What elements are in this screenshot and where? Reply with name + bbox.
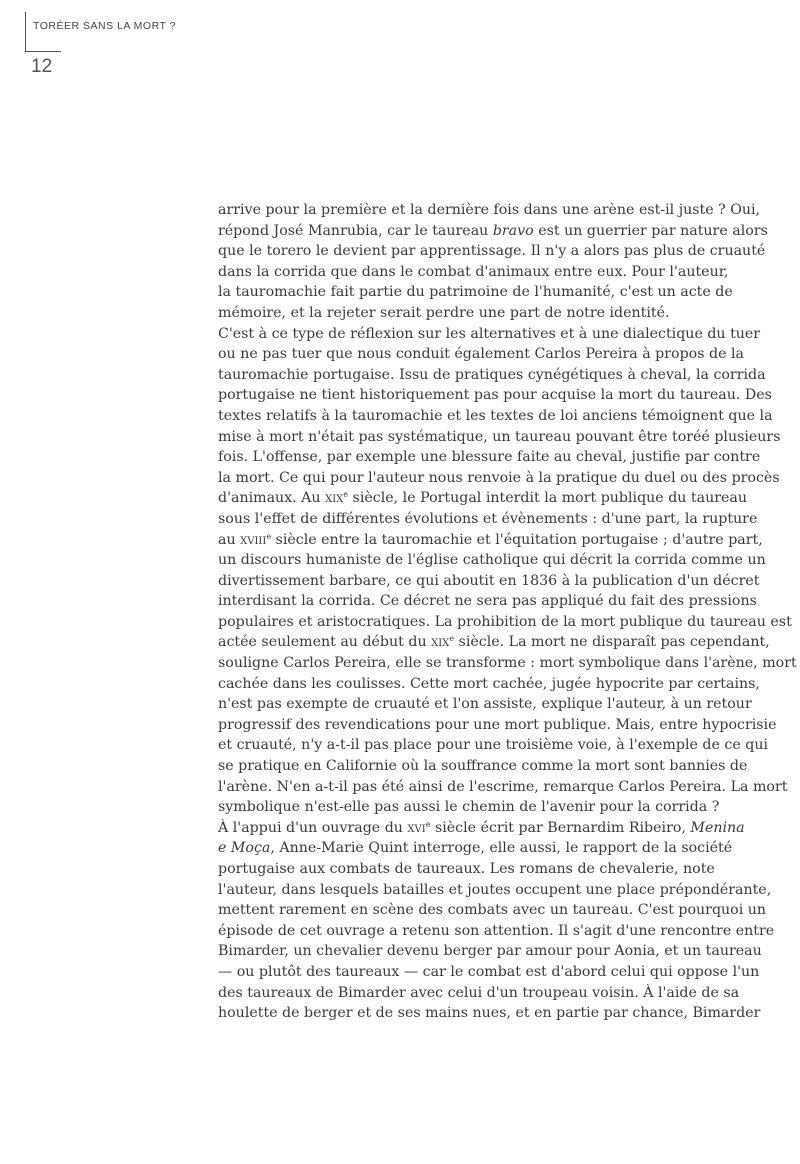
text-line: épisode de cet ouvrage a retenu son attention. Il s'agit d'une rencontre entre	[218, 922, 775, 939]
text-line: mémoire, et la rejeter serait perdre une part de notre identité.	[218, 304, 670, 321]
header-rule-vertical	[25, 12, 26, 52]
text-line: répond José Manrubia, car le taureau bravo est un guerrier par nature alors	[218, 222, 768, 239]
text-line: que le torero le devient par apprentissage. Il n'y a alors pas plus de cruauté	[218, 243, 766, 260]
body-text	[218, 200, 797, 1024]
header-rule-horizontal	[25, 51, 61, 52]
text-line: se pratique en Californie où la souffrance comme la mort sont bannies de	[218, 758, 748, 775]
text-line: symbolique n'est-elle pas aussi le chemin de l'avenir pour la corrida ?	[218, 799, 720, 816]
text-line: portugaise aux combats de taureaux. Les romans de chevalerie, note	[218, 861, 715, 877]
text-line: mise à mort n'était pas systématique, un taureau pouvant être toréé plusieurs	[218, 428, 781, 445]
text-line: e Moça, Anne-Marie Quint interroge, elle aussi, le rapport de la société	[218, 840, 733, 857]
text-line: n'est pas exempte de cruauté et l'on assiste, explique l'auteur, à un retour	[218, 696, 752, 713]
text-line: Bimarder, un chevalier devenu berger par amour pour Aonia, et un taureau	[218, 943, 762, 960]
text-line: un discours humaniste de l'église catholique qui décrit la corrida comme un	[218, 552, 766, 569]
paragraph	[218, 818, 775, 1024]
text-line: progressif des revendications pour une mort publique. Mais, entre hypocrisie	[218, 716, 777, 733]
page-number: 12	[31, 56, 53, 77]
text-line: — ou plutôt des taureaux — car le combat est d'abord celui qui oppose l'un	[218, 963, 760, 980]
text-line: l'auteur, dans lesquels batailles et joutes occupent une place prépondérante,	[218, 881, 772, 898]
text-line: la tauromachie fait partie du patrimoine de l'humanité, c'est un acte de	[218, 284, 733, 301]
text-line: tauromachie portugaise. Issu de pratiques cynégétiques à cheval, la corrida	[218, 366, 766, 383]
text-line: l'arène. N'en a-t-il pas été ainsi de l'escrime, remarque Carlos Pereira. La mort	[218, 778, 788, 795]
text-line: d'animaux. Au xix$^e$ siècle, le Portugal interdit la mort publique du taureau	[218, 490, 747, 507]
text-line: textes relatifs à la tauromachie et les textes de loi anciens témoignent que la	[218, 407, 773, 424]
text-line: ou ne pas tuer que nous conduit également Carlos Pereira à propos de la	[218, 346, 744, 363]
text-line: cachée dans les coulisses. Cette mort cachée, jugée hypocrite par certains,	[218, 675, 760, 692]
text-line: et cruauté, n'y a-t-il pas place pour une troisième voie, à l'exemple de ce qui	[218, 737, 768, 754]
text-line: fois. L'offense, par exemple une blessure faite au cheval, justifie par contre	[218, 449, 761, 466]
text-line: interdisant la corrida. Ce décret ne sera pas appliqué du fait des pressions	[218, 593, 757, 610]
text-line: portugaise ne tient historiquement pas pour acquise la mort du taureau. Des	[218, 387, 772, 404]
paragraph	[218, 200, 768, 324]
text-line: au xviii$^e$ siècle entre la tauromachie et l'équitation portugaise ; d'autre part,	[218, 531, 763, 548]
paragraph	[218, 324, 797, 818]
text-line: des taureaux de Bimarder avec celui d'un troupeau voisin. À l'aide de sa	[218, 984, 740, 1001]
text-line: houlette de berger et de ses mains nues, et en partie par chance, Bimarder	[218, 1005, 761, 1022]
running-title: TORÉER SANS LA MORT ?	[33, 20, 176, 32]
text-line: divertissement barbare, ce qui aboutit en 1836 à la publication d'un décret	[218, 572, 760, 589]
text-line: souligne Carlos Pereira, elle se transforme : mort symbolique dans l'arène, mort	[218, 655, 797, 672]
text-line: mettent rarement en scène des combats avec un taureau. C'est pourquoi un	[218, 902, 767, 919]
text-line: sous l'effet de différentes évolutions et évènements : d'une part, la rupture	[218, 510, 758, 527]
text-line: actée seulement au début du xix$^e$ siècle. La mort ne disparaît pas cependant,	[218, 634, 770, 651]
text-line: À l'appui d'un ouvrage du xvi$^e$ siècle écrit par Bernardim Ribeiro, Menina	[218, 819, 745, 836]
text-line: C'est à ce type de réflexion sur les alternatives et à une dialectique du tuer	[218, 325, 761, 342]
text-line: arrive pour la première et la dernière fois dans une arène est-il juste ? Oui,	[218, 202, 761, 218]
text-line: populaires et aristocratiques. La prohibition de la mort publique du taureau est	[218, 613, 792, 630]
text-line: la mort. Ce qui pour l'auteur nous renvoie à la pratique du duel ou des procès	[218, 469, 780, 486]
text-line: dans la corrida que dans le combat d'animaux entre eux. Pour l'auteur,	[218, 263, 729, 280]
